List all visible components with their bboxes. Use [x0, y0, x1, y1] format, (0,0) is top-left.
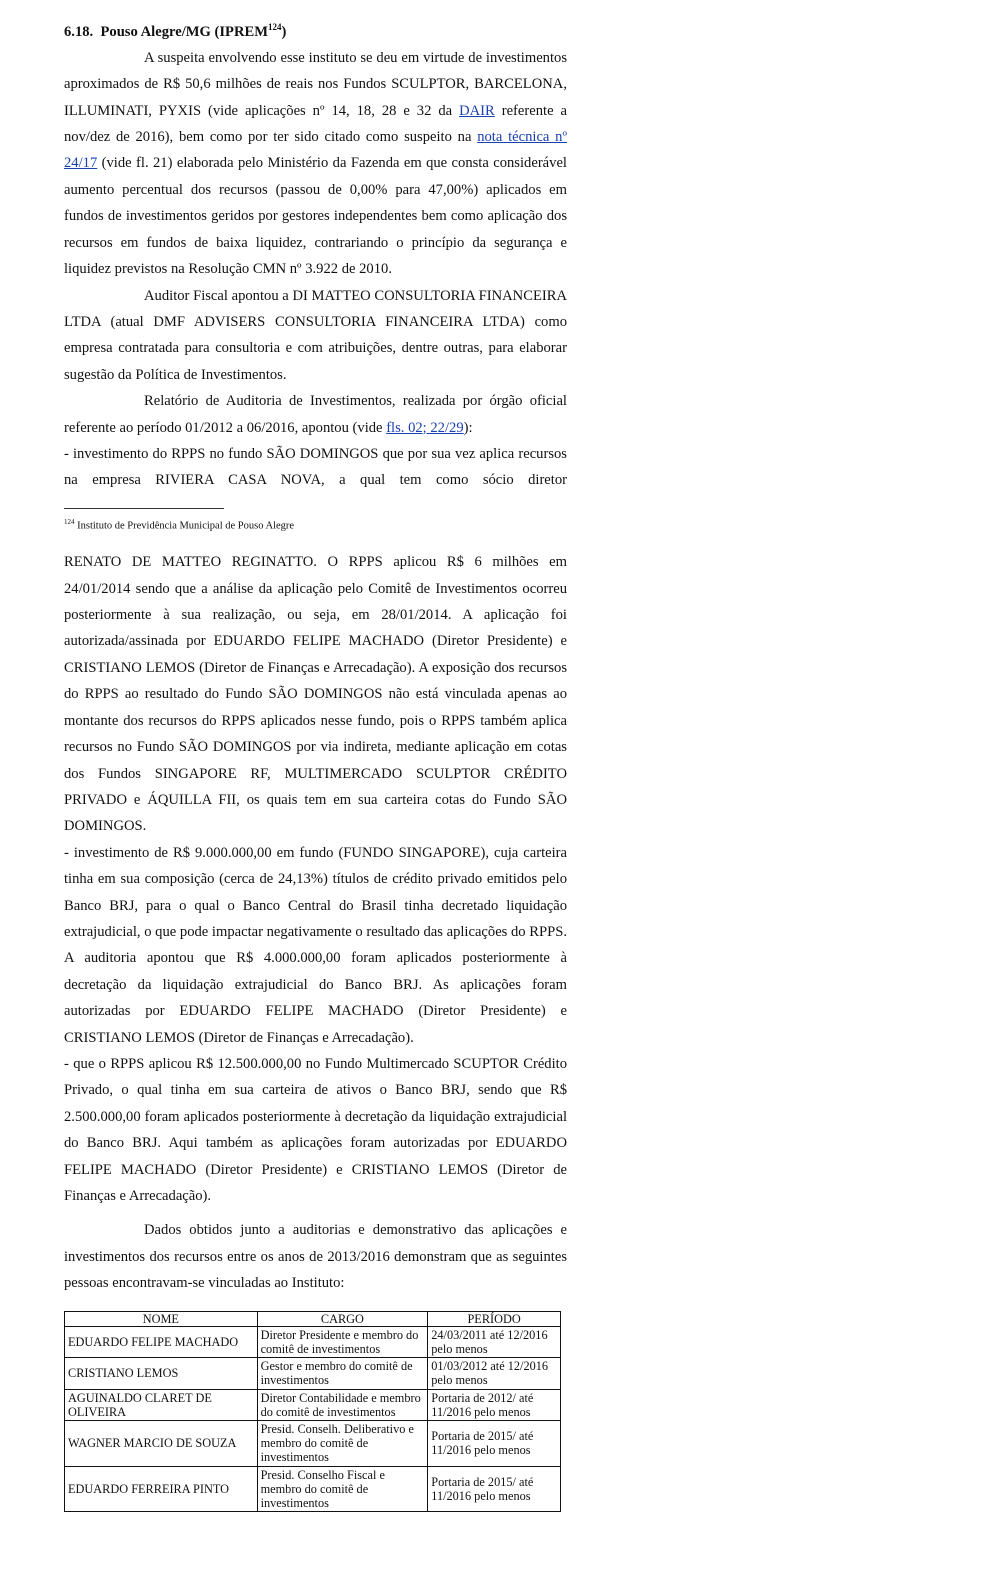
- section-number: 6.18.: [64, 23, 94, 40]
- footnote-divider: [64, 508, 224, 509]
- cell-periodo: Portaria de 2012/ até 11/2016 pelo menos: [428, 1389, 561, 1420]
- paragraph-singapore: - investimento de R$ 9.000.000,00 em fundo (FUNDO SINGAPORE), cuja carteira tinha em sua composição (cerca de 24,13%) títulos de crédito privado emitidos pelo Banco BRJ, para o qual o Banco Central do Brasil tinha decretado liquidação extrajudicial, o que pode impactar negativamente o resultado das aplicações do RPPS. A auditoria apontou que R$ 4.000.000,00 foram aplicados posteriormente à decretação da liquidação extrajudicial do Banco BRJ. As aplicações foram autorizadas por EDUARDO FELIPE MACHADO (Diretor Presidente) e CRISTIANO LEMOS (Diretor de Finanças e Arrecadação).: [64, 844, 567, 1046]
- nota-tecnica-link[interactable]: nota técnica nº 24/17: [64, 129, 567, 172]
- section-title: Pouso Alegre/MG (IPREM: [100, 23, 269, 40]
- cell-cargo: Presid. Conselho Fiscal e membro do comitê de investimentos: [257, 1466, 428, 1512]
- paragraph-dados-obtidos: Dados obtidos junto a auditorias e demonstrativo das aplicações e investimentos dos recursos entre os anos de 2013/2016 demonstram que as seguintes pessoas encontravam-se vinculadas ao Instituto:: [64, 1222, 567, 1292]
- table-row: [65, 1421, 561, 1467]
- spacer: [64, 1209, 567, 1217]
- header-periodo: PERÍODO: [428, 1311, 561, 1326]
- cell-nome: EDUARDO FERREIRA PINTO: [65, 1466, 258, 1512]
- paragraph-relatorio: Relatório de Auditoria de Investimentos, realizada por órgão oficial referente ao período 01/2012 a 06/2016, apontou (vide fls. 02; 22/29):: [64, 393, 567, 436]
- paragraph-sao-domingos-start: - investimento do RPPS no fundo SÃO DOMINGOS que por sua vez aplica recursos na empresa RIVIERA CASA NOVA, a qual tem como sócio diretor: [64, 445, 567, 489]
- cell-cargo: Diretor Presidente e membro do comitê de investimentos: [257, 1326, 428, 1357]
- cell-nome: CRISTIANO LEMOS: [65, 1358, 258, 1389]
- paragraph-sculptor: - que o RPPS aplicou R$ 12.500.000,00 no Fundo Multimercado SCUPTOR Crédito Privado, o qual tinha em sua carteira de ativos o Banco BRJ, sendo que R$ 2.500.000,00 foram aplicados posteriormente à decretação da liquidação extrajudicial do Banco BRJ. Aqui também as aplicações foram autorizadas por EDUARDO FELIPE MACHADO (Diretor Presidente) e CRISTIANO LEMOS (Diretor de Finanças e Arrecadação).: [64, 1055, 567, 1205]
- table-row: [65, 1326, 561, 1357]
- dair-link[interactable]: DAIR: [459, 102, 495, 119]
- cell-nome: EDUARDO FELIPE MACHADO: [65, 1326, 258, 1357]
- paragraph-suspeita: A suspeita envolvendo esse instituto se deu em virtude de investimentos aproximados de R$ 50,6 milhões de reais nos Fundos SCULPTOR, BARCELONA, ILLUMINATI, PYXIS (vide aplicações nº 14, 18, 28 e 32 da DAIR referente a nov/dez de 2016), bem como por ter sido citado como suspeito na nota técnica nº 24/17 (vide fl. 21) elaborada pelo Ministério da Fazenda em que consta considerável aumento percentual dos recursos (passou de 0,00% para 47,00%) aplicados em fundos de investimentos geridos por gestores independentes bem como aplicação dos recursos em fundos de baixa liquidez, contrariando o princípio da segurança e liquidez previstos na Resolução CMN nº 3.922 de 2010.: [64, 49, 567, 278]
- paragraph-auditor-fiscal: Auditor Fiscal apontou a DI MATTEO CONSULTORIA FINANCEIRA LTDA (atual DMF ADVISERS CONSULTORIA FINANCEIRA LTDA) como empresa contratada para consultoria e com atribuições, dentre outras, para elaborar sugestão da Política de Investimentos.: [64, 287, 567, 383]
- footnote-ref[interactable]: 124: [268, 22, 282, 32]
- cell-cargo: Gestor e membro do comitê de investimentos: [257, 1358, 428, 1389]
- cell-periodo: 01/03/2012 até 12/2016 pelo menos: [428, 1358, 561, 1389]
- cell-cargo: Diretor Contabilidade e membro do comitê de investimentos: [257, 1389, 428, 1420]
- table-row: [65, 1358, 561, 1389]
- header-nome: NOME: [65, 1311, 258, 1326]
- paragraph-sao-domingos-cont: RENATO DE MATTEO REGINATTO. O RPPS aplicou R$ 6 milhões em 24/01/2014 sendo que a análise da aplicação pelo Comitê de Investimentos ocorreu posteriormente à sua realização, ou seja, em 28/01/2014. A aplicação foi autorizada/assinada por EDUARDO FELIPE MACHADO (Diretor Presidente) e CRISTIANO LEMOS (Diretor de Finanças e Arrecadação). A exposição dos recursos do RPPS ao resultado do Fundo SÃO DOMINGOS não está vinculada apenas ao montante dos recursos do RPPS aplicados nesse fundo, pois o RPPS também aplica recursos no Fundo SÃO DOMINGOS por via indireta, mediante aplicação em cotas dos Fundos SINGAPORE RF, MULTIMERCADO SCULPTOR CRÉDITO PRIVADO e ÁQUILLA FII, os quais tem em sua carteira cotas do Fundo SÃO DOMINGOS.: [64, 554, 567, 835]
- cell-periodo: Portaria de 2015/ até 11/2016 pelo menos: [428, 1466, 561, 1512]
- section-heading: 6.18. Pouso Alegre/MG (IPREM$^{124}$): [64, 22, 287, 40]
- table-row: [65, 1389, 561, 1420]
- cell-periodo: Portaria de 2015/ até 11/2016 pelo menos: [428, 1421, 561, 1467]
- table-row: [65, 1466, 561, 1512]
- cell-nome: AGUINALDO CLARET DE OLIVEIRA: [65, 1389, 258, 1420]
- people-table: [64, 1311, 561, 1513]
- header-cargo: CARGO: [257, 1311, 428, 1326]
- fls-link[interactable]: fls. 02; 22/29: [386, 419, 464, 436]
- footnote-text: Instituto de Previdência Municipal de Pouso Alegre: [77, 520, 295, 532]
- document-page: [64, 14, 567, 1512]
- cell-periodo: 24/03/2011 até 12/2016 pelo menos: [428, 1326, 561, 1357]
- cell-nome: WAGNER MARCIO DE SOUZA: [65, 1421, 258, 1467]
- table-header-row: [65, 1311, 561, 1326]
- footnote-number: 124: [64, 517, 75, 526]
- cell-cargo: Presid. Conselh. Deliberativo e membro do comitê de investimentos: [257, 1421, 428, 1467]
- footnote: [64, 515, 567, 534]
